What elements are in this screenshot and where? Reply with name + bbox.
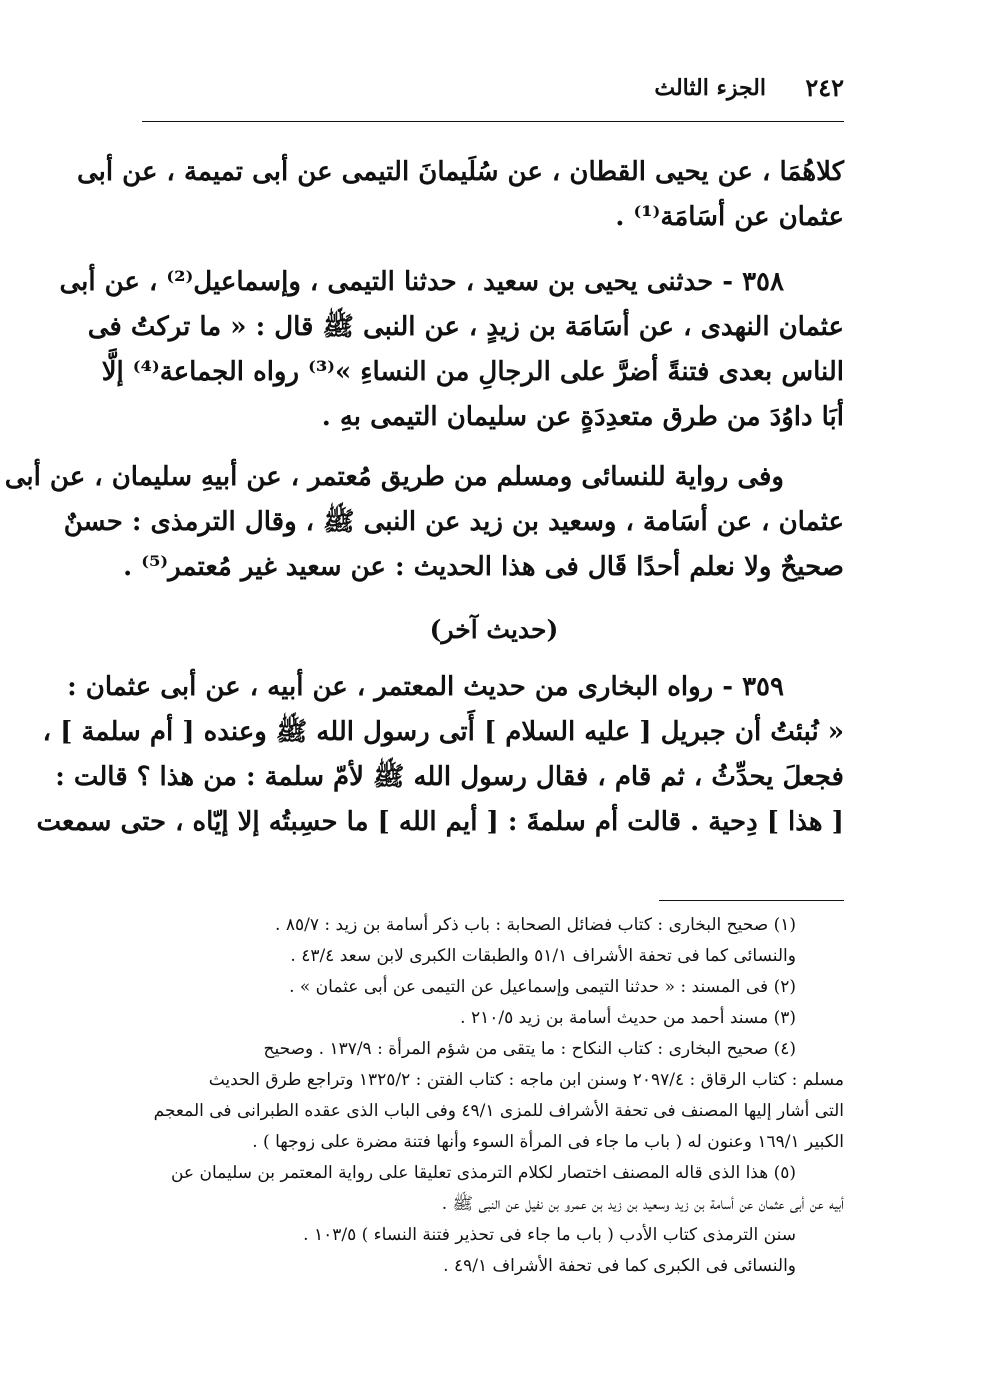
text-line: أبَا داوُدَ من طرق متعدِدَةٍ عن سليمان التيمى بهِ . (321, 402, 844, 432)
text-line: ٣٥٨ - حدثنى يحيى بن سعيد ، حدثنا التيمى ، وإسماعيل⁽²⁾ ، عن أبى (59, 267, 784, 297)
volume-title: الجزء الثالث (654, 75, 766, 101)
footnotes (144, 910, 844, 1282)
text-line: [ هذا ] دِحية . قالت أم سلمةَ : [ أيم الله ] ما حسِبتُه إلا إيّاه ، حتى سمعت (36, 807, 844, 837)
text-line: فجعلَ يحدِّثُ ، ثم قام ، فقال رسول الله ﷺ لأمّ سلمة : من هذا ؟ قالت : (55, 762, 844, 792)
page-number: ٢٤٢ (805, 73, 844, 102)
footnote-line: (٥) هذا الذى قاله المصنف اختصار لكلام الترمذى تعليقا على رواية المعتمر بن سليمان عن (170, 1163, 796, 1183)
footnote-line: (٣) مسند أحمد من حديث أسامة بن زيد ٢١٠/٥ . (460, 1008, 796, 1028)
footnote-line: التى أشار إليها المصنف فى تحفة الأشراف للمزى ٤٩/١ وفى الباب الذى عقده الطبرانى فى المعجم (153, 1101, 844, 1121)
paragraph-1 (76, 150, 844, 240)
section-title: (حديث آخر) (429, 615, 559, 644)
text-line: الناس بعدى فتنةً أضرَّ على الرجالِ من النساءِ »⁽³⁾ رواه الجماعة⁽⁴⁾ إلَّا (101, 357, 844, 387)
text-line: عثمان عن أسَامَة⁽¹⁾ . (615, 202, 844, 232)
text-line: عثمان ، عن أسَامة ، وسعيد بن زيد عن النبى ﷺ ، وقال الترمذى : حسنٌ (63, 507, 844, 537)
footnote-line: (٢) فى المسند : « حدثنا التيمى وإسماعيل عن التيمى عن أبى عثمان » . (289, 977, 796, 997)
footnote-line: والنسائى كما فى تحفة الأشراف ٥١/١ والطبقات الكبرى لابن سعد ٤٣/٤ . (290, 946, 796, 966)
text-line: صحيحٌ ولا نعلم أحدًا قَال فى هذا الحديث : عن سعيد غير مُعتمر⁽⁵⁾ . (123, 552, 844, 582)
page-header (144, 72, 844, 112)
text-line: « نُبئتُ أن جبريل [ عليه السلام ] أَتى رسول الله ﷺ وعنده [ أم سلمة ] ، (42, 717, 844, 747)
text-line: كلاهُمَا ، عن يحيى القطان ، عن سُلَيمانَ التيمى عن أبى تميمة ، عن أبى (76, 157, 844, 187)
footnote-divider (659, 900, 844, 901)
text-line: عثمان النهدى ، عن أسَامَة بن زيدٍ ، عن النبى ﷺ قال : « ما تركتُ فى (87, 312, 844, 342)
footnote-line: (٤) صحيح البخارى : كتاب النكاح : ما يتقى من شؤم المرأة : ١٣٧/٩ . وصحيح (263, 1039, 796, 1059)
footnote-line: مسلم : كتاب الرقاق : ٢٠٩٧/٤ وسنن ابن ماجه : كتاب الفتن : ١٣٢٥/٢ وتراجع طرق الحديث (208, 1070, 844, 1090)
footnote-line: الكبير ١٦٩/١ وعنون له ( باب ما جاء فى المرأة السوء وأنها فتنة مضرة على زوجها ) . (252, 1132, 844, 1152)
header-divider (142, 121, 844, 122)
text-line: وفى رواية للنسائى ومسلم من طريق مُعتمر ، عن أبيهِ سليمان ، عن أبى (4, 462, 784, 492)
footnote-line: (١) صحيح البخارى : كتاب فضائل الصحابة : باب ذكر أسامة بن زيد : ٨٥/٧ . (275, 915, 796, 935)
footnote-line: والنسائى فى الكبرى كما فى تحفة الأشراف ٤٩/١ . (443, 1256, 796, 1276)
paragraph-hadith-359 (36, 665, 844, 845)
footnote-line: أبيه عن أبى عثمان عن أسامة بن زيد وسعيد بن زيد بن عمرو بن نفيل عن النبى ﷺ . (441, 1194, 844, 1214)
footnote-line: سنن الترمذى كتاب الأدب ( باب ما جاء فى تحذير فتنة النساء ) ١٠٣/٥ . (303, 1225, 796, 1245)
paragraph-hadith-358 (59, 260, 844, 440)
paragraph-nasai-narration (4, 455, 844, 590)
text-line: ٣٥٩ - رواه البخارى من حديث المعتمر ، عن أبيه ، عن أبى عثمان : (67, 672, 784, 702)
